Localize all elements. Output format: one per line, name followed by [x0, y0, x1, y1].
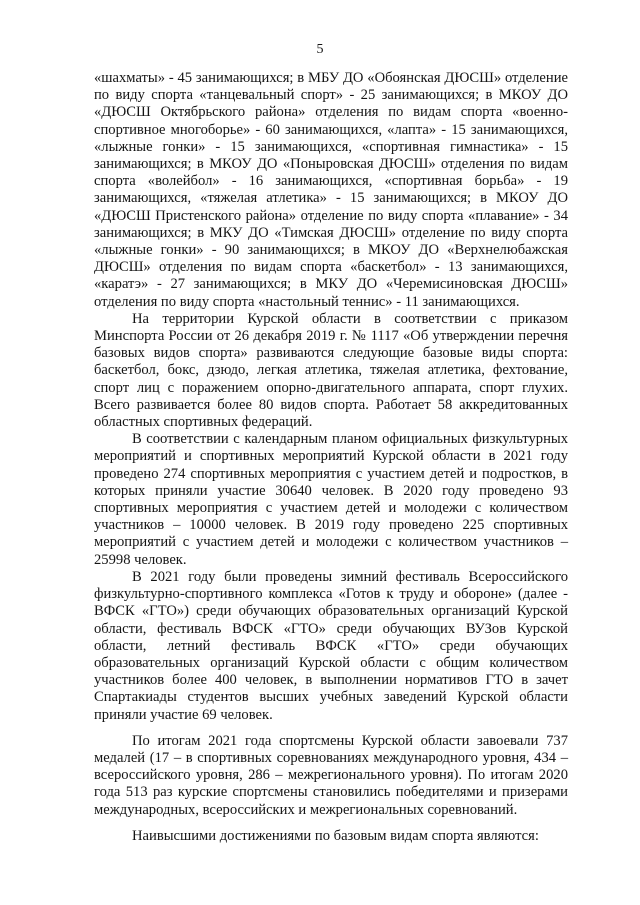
- paragraph-medals: По итогам 2021 года спортсмены Курской области завоевали 737 медалей (17 – в спортивных соревнованиях международного уровня, 434 – всероссийского уровня, 286 – межрегионального уровня). По итогам 2020 года 513 раз курские спортсмены становились победителями и призерами международных, всероссийских и межрегиональных соревнований.: [94, 732, 568, 818]
- paragraph-gto-festivals: В 2021 году были проведены зимний фестиваль Всероссийского физкультурно-спортивного комплекса «Готов к труду и обороне» (далее - ВФСК «ГТО») среди обучающих образовательных организаций Курской области, фестиваль ВФСК «ГТО» среди обучающих ВУЗов Курской области, летний фестиваль ВФСК «ГТО» среди обучающих образовательных организаций Курской области с общим количеством участников более 400 человек, в выполнении нормативов ГТО в зачет Спартакиады студентов высших учебных заведений Курской области приняли участие 69 человек.: [94, 568, 568, 723]
- paragraph-base-sports: На территории Курской области в соответствии с приказом Минспорта России от 26 декабря 2019 г. № 1117 «Об утверждении перечня базовых видов спорта» развиваются следующие базовые виды спорта: баскетбол, бокс, дзюдо, легкая атлетика, тяжелая атлетика, фехтование, спорт лиц с поражением опорно-двигательного аппарата, спорт глухих. Всего развивается более 80 видов спорта. Работает 58 аккредитованных областных спортивных федераций.: [94, 310, 568, 431]
- paragraph-sport-events: В соответствии с календарным планом официальных физкультурных мероприятий и спортивных мероприятий Курской области в 2021 году проведено 274 спортивных мероприятия с участием детей и подростков, в которых приняли участие 30640 человек. В 2020 году проведено 93 спортивных мероприятия с участием детей и молодежи с количеством участников – 10000 человек. В 2019 году проведено 225 спортивных мероприятий с участием детей и молодежи с количеством участников – 25998 человек.: [94, 431, 568, 568]
- document-body: [94, 70, 568, 845]
- paragraph-sport-departments: «шахматы» - 45 занимающихся; в МБУ ДО «Обоянская ДЮСШ» отделение по виду спорта «танцевальный спорт» - 25 занимающихся; в МКОУ ДО «ДЮСШ Октябрьского района» отделения по видам спорта «военно-спортивное многоборье» - 60 занимающихся, «лапта» - 15 занимающихся, «лыжные гонки» - 15 занимающихся, «спортивная гимнастика» - 15 занимающихся; в МКОУ ДО «Поныровская ДЮСШ» отделения по видам спорта «волейбол» - 16 занимающихся, «спортивная борьба» - 19 занимающихся, «тяжелая атлетика» - 15 занимающихся; в МКОУ ДО «ДЮСШ Пристенского района» отделение по виду спорта «плавание» - 34 занимающихся; в МКУ ДО «Тимская ДЮСШ» отделение по виду спорта «лыжные гонки» - 90 занимающихся; в МКОУ ДО «Верхнелюбажская ДЮСШ» отделения по видам спорта «баскетбол» - 13 занимающихся, «каратэ» - 27 занимающихся; в МКУ ДО «Черемисиновская ДЮСШ» отделения по виду спорта «настольный теннис» - 11 занимающихся.: [94, 70, 568, 310]
- paragraph-achievements-intro: Наивысшими достижениями по базовым видам спорта являются:: [132, 827, 539, 844]
- page-number: 5: [316, 42, 324, 57]
